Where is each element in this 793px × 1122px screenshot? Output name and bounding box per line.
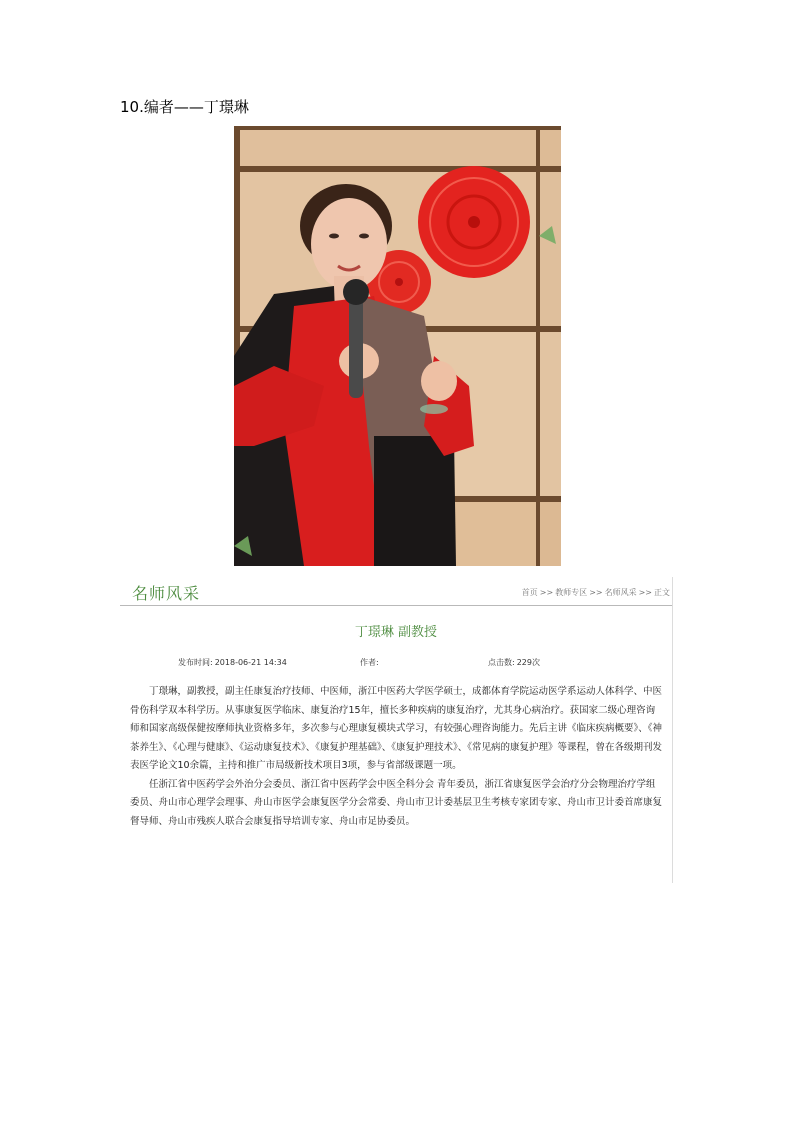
publish-value: 2018-06-21 14:34 [214, 658, 287, 667]
article-body [130, 683, 662, 831]
breadcrumb-current: 正文 [654, 588, 670, 597]
paragraph: 任浙江省中医药学会外治分会委员、浙江省中医药学会中医全科分会 青年委员，浙江省康复医学会治疗分会物理治疗学组委员、舟山市心理学会理事、舟山市医学会康复医学分会常委、舟山市卫计委基层卫生考核专家团专家、舟山市卫计委首席康复督导师、舟山市残疾人联合会康复指导培训专家、舟山市足协委员。 [130, 778, 663, 827]
breadcrumb-home[interactable]: 首页 [521, 588, 538, 597]
section-title: 名师风采 [132, 584, 201, 603]
hits-value: 229次 [516, 658, 540, 667]
portrait-photo [234, 126, 561, 566]
breadcrumb-famous-teachers[interactable]: 名师风采 [604, 588, 637, 597]
breadcrumb-sep: >> [638, 588, 652, 597]
breadcrumb-sep: >> [589, 588, 603, 597]
publish-label: 发布时间: [178, 658, 213, 667]
breadcrumb-sep: >> [539, 588, 554, 597]
author [360, 657, 381, 668]
paragraph: 丁璟琳，副教授，副主任康复治疗技师、中医师，浙江中医药大学医学硕士，成都体育学院运动医学系运动人体科学、中医骨伤科学双本科学历。从事康复医学临床、康复治疗15年，擅长多种疾病的康复治疗，尤其身心病治疗。获国家二级心理咨询师和国家高级保健按摩师执业资格多年，多次参与心理康复模块式学习，有较强心理咨询能力。先后主讲《临床疾病概要》、《神茶养生》、《心理与健康》、《运动康复技术》、《康复护理基础》、《康复护理技术》、《常见病的康复护理》等课程，曾在各级期刊发表医学论文10余篇，主持和推广市局级新技术项目3项，参与省部级课题一项。 [130, 686, 663, 771]
divider [120, 605, 672, 606]
section-heading: 10.编者——丁璟琳 [120, 98, 249, 116]
hits-label: 点击数: [488, 658, 515, 667]
article-screenshot [120, 577, 673, 883]
hit-count [488, 657, 540, 668]
breadcrumb [522, 587, 670, 598]
publish-time [178, 657, 287, 668]
breadcrumb-teacher-zone[interactable]: 教师专区 [555, 588, 588, 597]
article-title: 丁璟琳 副教授 [354, 625, 438, 640]
author-label: 作者: [360, 658, 379, 667]
